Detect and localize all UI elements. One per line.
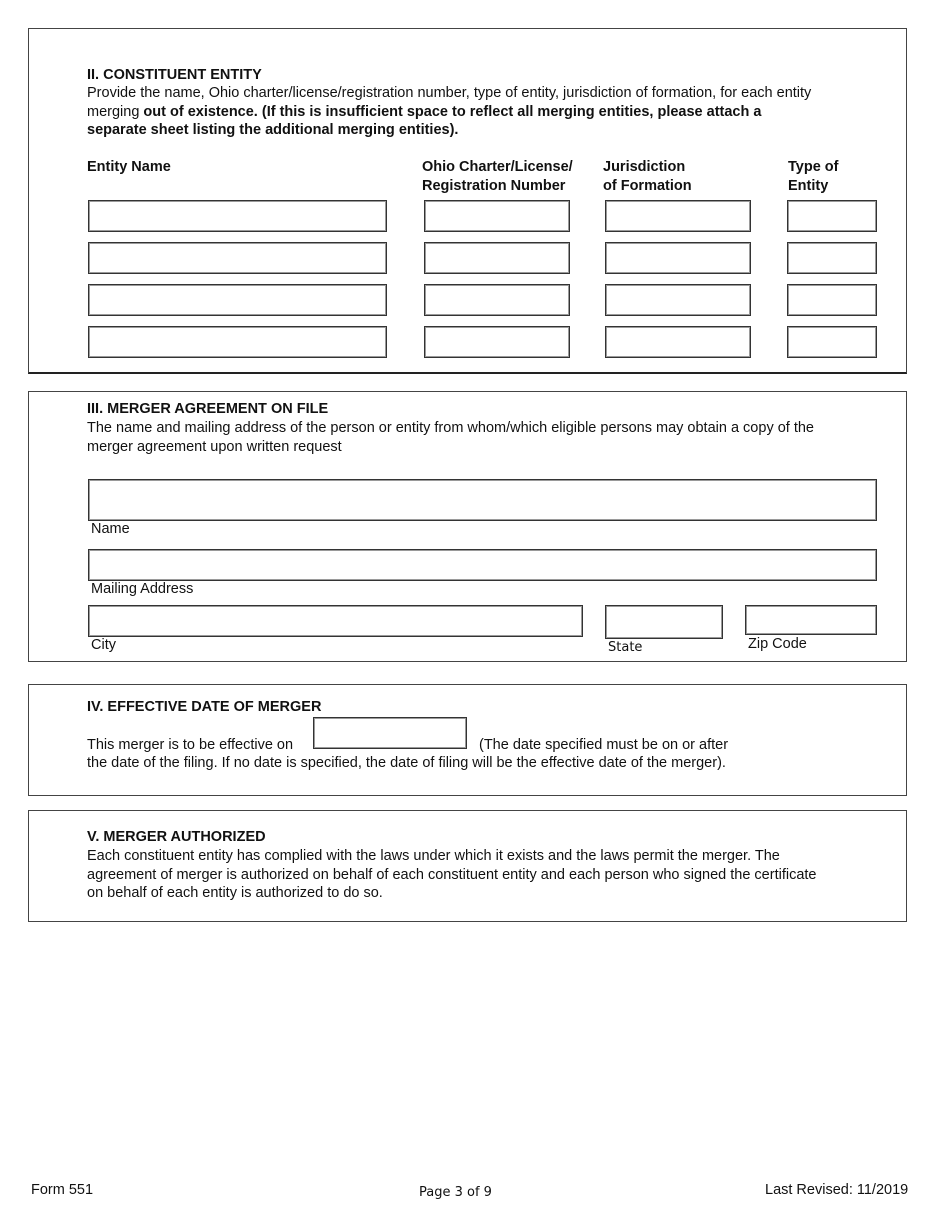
last-revised: Last Revised: 11/2019 [765, 1182, 909, 1198]
entity-type-input[interactable] [787, 242, 877, 274]
header-line: Registration Number [422, 178, 566, 194]
effective-date-text-before: This merger is to be effective on [87, 737, 294, 753]
column-header-entity-type [788, 158, 838, 196]
city-input[interactable] [88, 605, 583, 637]
header-line: of Formation [603, 178, 692, 194]
constituent-entity-section [28, 28, 907, 374]
form-number: Form 551 [31, 1182, 94, 1198]
effective-date-input[interactable] [313, 717, 467, 749]
zip-code-label: Zip Code [748, 636, 807, 652]
statement-line: on behalf of each entity is authorized to do so. [87, 885, 383, 902]
mailing-address-label: Mailing Address [91, 581, 194, 597]
entity-type-input[interactable] [787, 326, 877, 358]
state-input[interactable] [605, 605, 723, 639]
entity-type-input[interactable] [787, 200, 877, 232]
name-label: Name [91, 521, 130, 537]
charter-number-input[interactable] [424, 326, 570, 358]
entity-name-input[interactable] [88, 200, 387, 232]
merger-agreement-section [28, 391, 907, 662]
entity-name-input[interactable] [88, 284, 387, 316]
statement-line: Each constituent entity has complied with the laws under which it exists and the laws permit the merger. The [87, 848, 780, 864]
mailing-address-input[interactable] [88, 549, 877, 581]
entity-type-input[interactable] [787, 284, 877, 316]
instructions-line: Provide the name, Ohio charter/license/registration number, type of entity, jurisdiction of formation, for each entity [87, 85, 812, 101]
effective-date-text-after: (The date specified must be on or after [479, 737, 729, 753]
description-line: merger agreement upon written request [87, 438, 342, 455]
merger-authorized-section [28, 810, 907, 922]
jurisdiction-input[interactable] [605, 326, 751, 358]
agent-name-input[interactable] [88, 479, 877, 521]
zip-code-input[interactable] [745, 605, 877, 635]
state-label: State [608, 640, 643, 655]
charter-number-input[interactable] [424, 242, 570, 274]
page-number: Page 3 of 9 [419, 1185, 492, 1200]
effective-date-section [28, 684, 907, 796]
effective-date-note: the date of the filing. If no date is specified, the date of filing will be the effective date of the merger). [87, 755, 726, 771]
statement-line: agreement of merger is authorized on behalf of each constituent entity and each person who signed the certificate [87, 866, 817, 883]
section-heading: IV. EFFECTIVE DATE OF MERGER [87, 699, 322, 715]
header-line: Ohio Charter/License/ [422, 159, 573, 175]
jurisdiction-input[interactable] [605, 242, 751, 274]
charter-number-input[interactable] [424, 200, 570, 232]
entity-name-input[interactable] [88, 326, 387, 358]
instructions-line: separate sheet listing the additional merging entities). [87, 122, 459, 139]
city-label: City [91, 637, 116, 653]
column-header-jurisdiction [603, 158, 692, 196]
header-line: Entity [788, 178, 829, 194]
jurisdiction-input[interactable] [605, 284, 751, 316]
header-line: Jurisdiction [603, 159, 686, 175]
instructions-text: merging [87, 103, 144, 120]
section-heading: II. CONSTITUENT ENTITY [87, 67, 262, 83]
instructions-line [87, 103, 887, 122]
entity-name-input[interactable] [88, 242, 387, 274]
header-line: Type of [788, 159, 839, 175]
column-header-charter-number [422, 158, 573, 196]
authorization-statement [87, 847, 897, 903]
column-header-entity-name: Entity Name [87, 159, 171, 175]
description-line: The name and mailing address of the person or entity from whom/which eligible persons may obtain a copy of the [87, 420, 814, 436]
section-description [87, 419, 887, 456]
section-instructions [87, 84, 887, 140]
jurisdiction-input[interactable] [605, 200, 751, 232]
section-heading: III. MERGER AGREEMENT ON FILE [87, 401, 329, 417]
charter-number-input[interactable] [424, 284, 570, 316]
instructions-bold-text: out of existence. (If this is insufficient space to reflect all merging entities, please attach a [143, 103, 762, 120]
section-heading: V. MERGER AUTHORIZED [87, 829, 266, 845]
